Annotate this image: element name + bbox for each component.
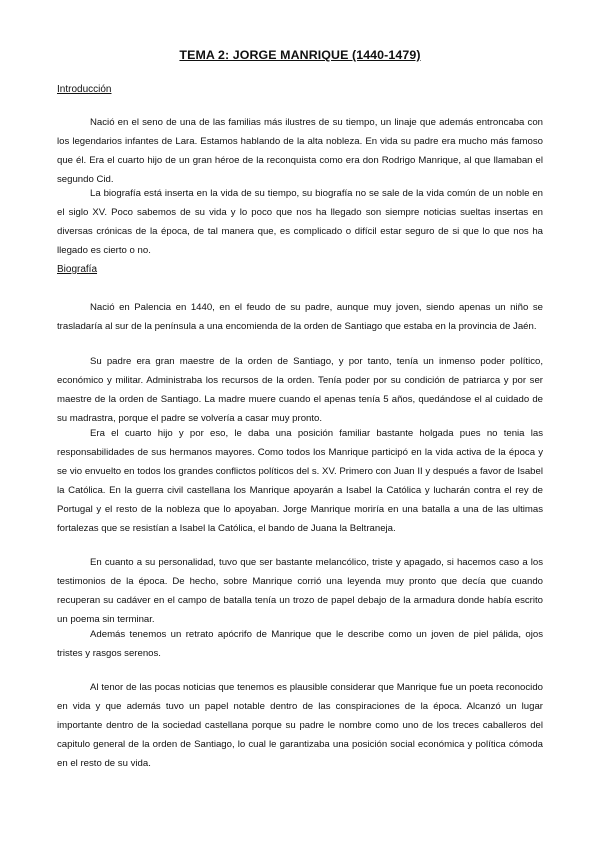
paragraph: Al tenor de las pocas noticias que tenemos es plausible considerar que Manrique fue un poeta reconocido en vida y que además tuvo un papel notable dentro de las conspiraciones de la época. Alcanzó un lugar importante dentro de la sociedad castellana porque su padre le nombre como uno de los treces caballeros del capitulo general de la orden de Santiago, lo cual le garantizaba una posición social económica y política cómoda en el resto de su vida. <box>57 682 543 769</box>
paragraph: En cuanto a su personalidad, tuvo que ser bastante melancólico, triste y apagado, si hacemos caso a los testimonios de la época. De hecho, sobre Manrique corrió una leyenda muy pronto que decía que cuando recuperan su cadáver en el campo de batalla tenía un trozo de papel debajo de la armadura donde había escrito un poema sin terminar. <box>57 557 543 625</box>
section-heading-biografia: Biografía <box>57 264 98 275</box>
paragraph: Nació en el seno de una de las familias más ilustres de su tiempo, un linaje que además entroncaba con los legendarios infantes de Lara. Estamos hablando de la alta nobleza. En vida su padre era mucho más famoso que él. Era el cuarto hijo de un gran héroe de la reconquista como era don Rodrigo Manrique, al que llamaban el segundo Cid. <box>57 117 543 185</box>
page-title: TEMA 2: JORGE MANRIQUE (1440-1479) <box>179 48 421 62</box>
section-heading-introduccion: Introducción <box>57 84 112 95</box>
paragraph: Su padre era gran maestre de la orden de Santiago, y por tanto, tenía un inmenso poder político, económico y militar. Administraba los recursos de la orden. Tenía poder por su condición de patriarca y por ser maestre de la orden de Santiago. La madre muere cuando el apenas tenía 5 años, quedándose el al cuidado de su madrastra, porque el padre se volvería a casar muy pronto. <box>57 356 543 424</box>
paragraph: Además tenemos un retrato apócrifo de Manrique que le describe como un joven de piel pálida, ojos tristes y rasgos serenos. <box>57 629 543 659</box>
paragraph: La biografía está inserta en la vida de su tiempo, su biografía no se sale de la vida común de un noble en el siglo XV. Poco sabemos de su vida y lo poco que nos ha llegado son siempre noticias sueltas insertas en diversas crónicas de la época, de tal manera que, es complicado o difícil estar seguro de si que lo que nos ha llegado es cierto o no. <box>57 188 543 256</box>
paragraph: Era el cuarto hijo y por eso, le daba una posición familiar bastante holgada pues no tenia las responsabilidades de sus hermanos mayores. Como todos los Manrique participó en la vida activa de la época y se vio envuelto en todos los grandes conflictos políticos del s. XV. Primero con Juan II y después a favor de Isabel la Católica. En la guerra civil castellana los Manrique apoyarán a Isabel la Católica y lucharán contra el rey de Portugal y el resto de la nobleza que lo apoyaban. Jorge Manrique moriría en una batalla a una de las ultimas fortalezas que se resistían a Isabel la Católica, el bando de Juana la Beltraneja. <box>57 428 543 534</box>
paragraph: Nació en Palencia en 1440, en el feudo de su padre, aunque muy joven, siendo apenas un niño se trasladaría al sur de la península a una encomienda de la orden de Santiago que estaba en la provincia de Jaén. <box>57 302 543 332</box>
